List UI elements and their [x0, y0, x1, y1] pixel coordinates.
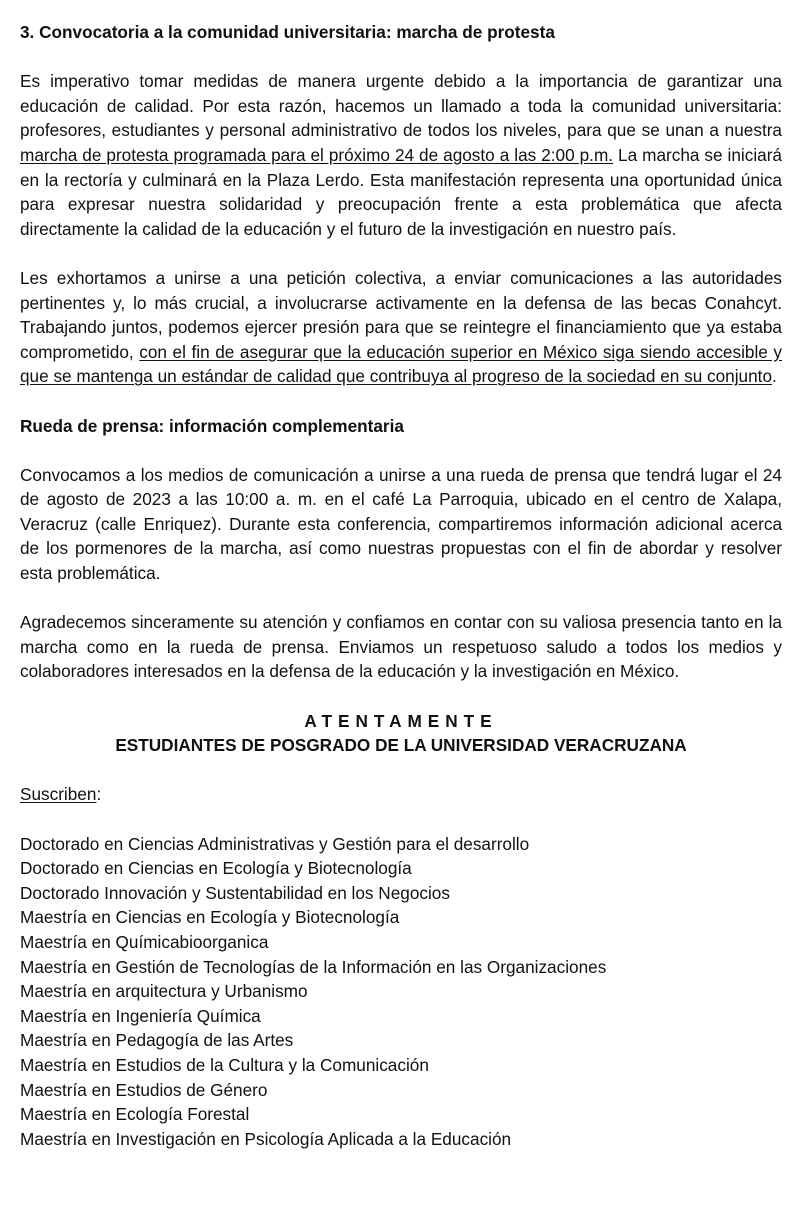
list-item: Doctorado en Ciencias Administrativas y Gestión para el desarrollo [20, 833, 530, 854]
paragraph-petition [20, 266, 782, 389]
list-item: Maestría en Ciencias en Ecología y Biotecnología [20, 907, 400, 928]
list-item: Maestría en arquitectura y Urbanismo [20, 981, 308, 1002]
list-item: Doctorado en Ciencias en Ecología y Biotecnología [20, 858, 412, 879]
spacer [20, 241, 782, 266]
spacer [20, 807, 782, 832]
paragraph-text: Les exhortamos a unirse a una petición colectiva, a enviar comunicaciones a las autoridades pertinentes y, lo más crucial, a involucrarse activamente en la defensa de las becas Conahcyt. Trabajando juntos, podemos ejercer presión para que se reintegre el financiamiento que ya estaba comprometido, [20, 267, 782, 362]
closing-signatory: ESTUDIANTES DE POSGRADO DE LA UNIVERSIDAD VERACRUZANA [115, 735, 687, 756]
list-item: Doctorado Innovación y Sustentabilidad en los Negocios [20, 882, 450, 903]
list-item: Maestría en Ecología Forestal [20, 1104, 250, 1125]
spacer [20, 438, 782, 463]
paragraph-text: Es imperativo tomar medidas de manera urgente debido a la importancia de garantizar una educación de calidad. Por esta razón, hacemos un llamado a toda la comunidad universitaria: profesores, estudiantes y personal administrativo de todos los niveles, para que se unan a nuestra [20, 71, 782, 141]
spacer [20, 45, 782, 70]
section-heading-press: Rueda de prensa: información complementaria [20, 415, 404, 436]
list-item: Maestría en Investigación en Psicología Aplicada a la Educación [20, 1128, 512, 1149]
paragraph-thanks: Agradecemos sinceramente su atención y confiamos en contar con su valiosa presencia tanto en la marcha como en la rueda de prensa. Enviamos un respetuoso saludo a todos los medios y colaboradores interesados en la defensa de la educación y la investigación en México. [20, 612, 782, 682]
paragraph-press-conference: Convocamos a los medios de comunicación a unirse a una rueda de prensa que tendrá lugar el 24 de agosto de 2023 a las 10:00 a. m. en el café La Parroquia, ubicado en el centro de Xalapa, Veracruz (calle Enriquez). Durante esta conferencia, compartiremos información adicional acerca de los pormenores de la marcha, así como nuestras propuestas con el fin de abordar y resolver esta problemática. [20, 464, 782, 584]
paragraph-march-call [20, 69, 782, 241]
signers-label: Suscriben [20, 784, 97, 805]
spacer [20, 389, 782, 414]
signers-label-colon: : [96, 784, 102, 805]
underlined-goal: con el fin de asegurar que la educación superior en México siga siendo accesible y que se mantenga un estándar de calidad que contribuya al progreso de la sociedad en su conjunto [20, 341, 782, 387]
spacer [20, 758, 782, 783]
paragraph-text: La marcha se iniciará en la rectoría y culminará en la Plaza Lerdo. Esta manifestación representa una oportunidad única para expresar nuestra solidaridad y preocupación frente a esta problemática que afecta directamente la calidad de la educación y el futuro de la investigación en nuestro país. [20, 144, 782, 239]
list-item: Maestría en Gestión de Tecnologías de la Información en las Organizaciones [20, 956, 607, 977]
section-heading-march: 3. Convocatoria a la comunidad universitaria: marcha de protesta [20, 22, 555, 42]
document-page [20, 20, 782, 1151]
list-item: Maestría en Químicabioorganica [20, 931, 269, 952]
signers-list [20, 832, 782, 1152]
spacer [20, 586, 782, 611]
list-item: Maestría en Ingeniería Química [20, 1005, 261, 1026]
closing-salutation: ATENTAMENTE [304, 710, 498, 731]
signers-label-line [20, 782, 782, 807]
paragraph-text: . [772, 366, 777, 387]
list-item: Maestría en Pedagogía de las Artes [20, 1030, 294, 1051]
list-item: Maestría en Estudios de la Cultura y la Comunicación [20, 1054, 429, 1075]
underlined-march-date: marcha de protesta programada para el próximo 24 de agosto a las 2:00 p.m. [20, 144, 614, 165]
spacer [20, 684, 782, 709]
list-item: Maestría en Estudios de Género [20, 1079, 268, 1100]
